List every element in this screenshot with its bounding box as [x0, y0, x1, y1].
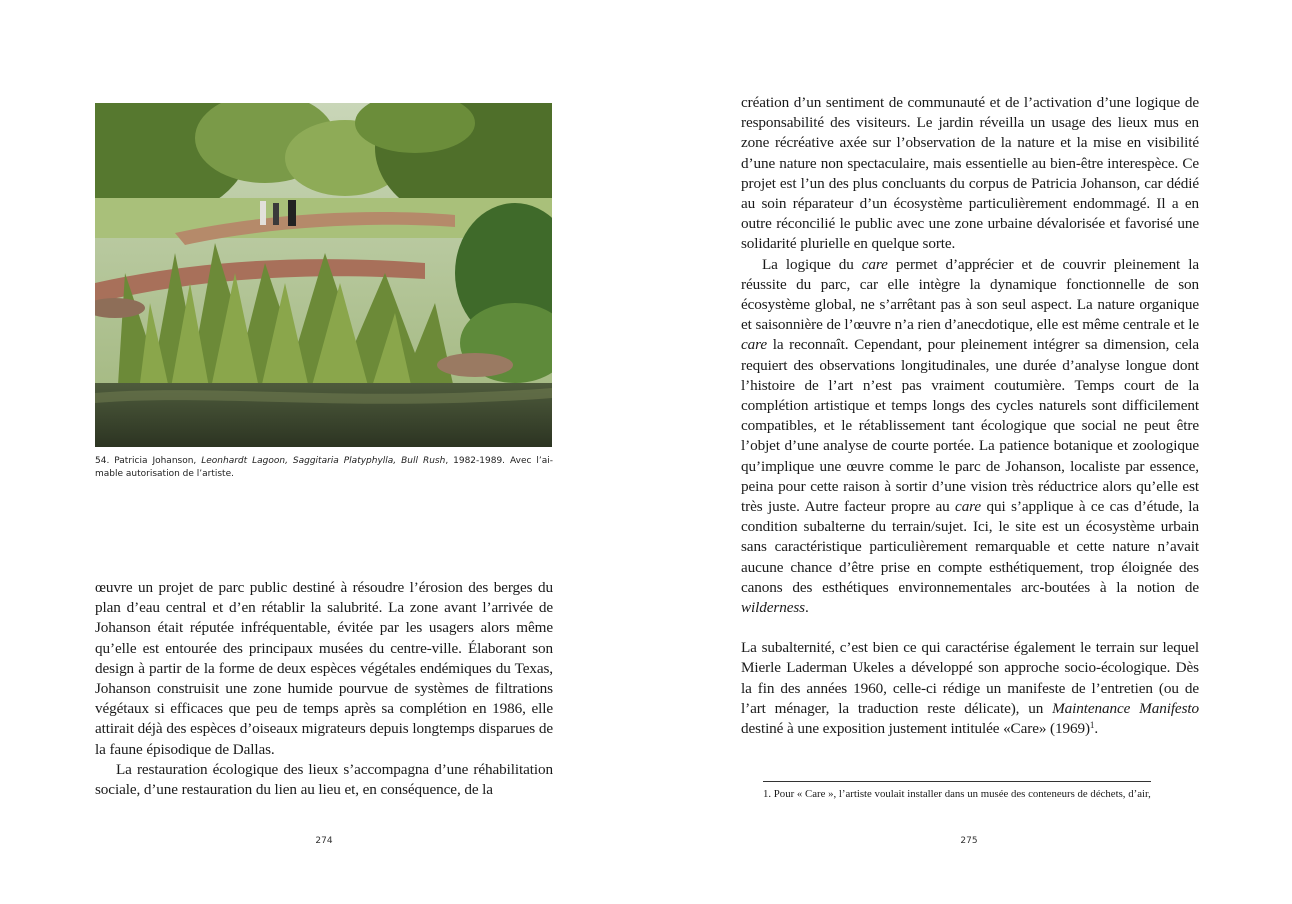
- text-run: la reconnaît. Cependant, pour pleinement intégrer sa dimension, cela requiert des observations longitudinales, une durée d’analyse longue dont l’histoire de l’art n’est pas vraiment coutumière. Temps court de la complétion artistique et temps longs des cycles naturels sont difficilement compatibles, et le rétablissement tant écologique que social ne peut être l’objet d’une analyse de courte portée. La patience botanique et zoologique qu’implique une œuvre comme le parc de Johanson, localiste par essence, peina pour cette raison à sortir d’une vision très réductrice alors qu’elle est très juste. Autre facteur propre au: [741, 336, 1199, 516]
- caption-rest: , 1982-1989. Avec l’ai-mable autorisation de l’artiste.: [95, 456, 554, 479]
- emphasis: wilderness: [741, 599, 805, 617]
- footnote: 1. Pour « Care », l’artiste voulait installer dans un musée des conteneurs de déchets, d’air,: [763, 788, 1151, 800]
- left-body-text: [95, 578, 553, 800]
- text-run: .: [1094, 720, 1099, 738]
- text-run: permet d’apprécier et de couvrir pleinement la réussite du parc, car elle intègre la dynamique fonctionnelle de son écosystème global, ne s’arrêtant pas à son seul aspect. La nature organique et saisonnière de l’œuvre n’a rien d’anecdotique, elle est même centrale et le: [741, 255, 1199, 334]
- emphasis: care: [861, 255, 888, 273]
- right-page: [646, 0, 1292, 904]
- text-run: La logique du: [762, 255, 862, 273]
- right-body-text: [741, 93, 1199, 739]
- text-run: La subalternité, c’est bien ce qui caractérise également le terrain sur lequel Mierle Laderman Ukeles a développé son approche socio-écologique. Dès la fin des années 1960, celle-ci rédige un manifeste de l’entretien (ou de l’art ménager, la traduction reste délicate), un: [741, 639, 1199, 717]
- page-number: 275: [960, 836, 978, 846]
- paragraph: [741, 638, 1199, 739]
- paragraph: [741, 255, 1199, 619]
- text-run: destiné à une exposition justement intitulée «Care» (1969): [741, 720, 1090, 738]
- figure-photo-lagoon: [95, 103, 552, 447]
- footnote-rule: [763, 781, 1151, 782]
- page-number: 274: [315, 836, 333, 846]
- paragraph: La restauration écologique des lieux s’accompagna d’une réhabilitation sociale, d’une restauration du lien au lieu et, en conséquence, de la: [95, 760, 553, 799]
- emphasis: Maintenance Manifesto: [1052, 699, 1200, 717]
- text-run: .: [804, 599, 809, 617]
- text-run: qui s’applique à ce cas d’étude, la condition subalterne du terrain/sujet. Ici, le site est un écosystème urbain sans caractéristique particulièrement remarquable et cette nature n’avait aucune chance d’être prise en compte esthétiquement, trop éloignée des canons des esthétiques environnementales arc-boutées à la notion de: [741, 498, 1199, 596]
- paragraph: œuvre un projet de parc public destiné à résoudre l’érosion des berges du plan d’eau central et d’en rétablir la salubrité. La zone avant l’arrivée de Johanson était réputée infréquentable, évitée par les usagers alors même qu’elle est entourée des principaux musées du centre-ville. Élaborant son design à partir de la forme de deux espèces végétales endémiques du Texas, Johanson construisit une zone humide pourvue de systèmes de filtrations végétaux si efficaces que peu de temps après sa complétion en 1986, elle attirait déjà des espèces d’oiseaux migrateurs depuis longtemps disparues de la faune épisodique de Dallas.: [95, 579, 553, 758]
- paragraph: création d’un sentiment de communauté et de l’activation d’une logique de responsabilité des visiteurs. Le jardin réveilla un usage des lieux mus en zone récréative axée sur l’observation de la nature et la mise en visibilité d’une nature non spectaculaire, mais essentielle au bien-être interespèce. Ce projet est l’un des plus concluants du corpus de Patricia Johanson, car dédié au soin réparateur d’un écosystème particulièrement endommagé. Il a en outre réconcilié le public avec une zone urbaine dévalorisée et favorisé une solidarité plurielle en quelque sorte.: [741, 94, 1199, 253]
- footnote-ref[interactable]: 1: [1089, 720, 1095, 731]
- figure-caption: [95, 455, 553, 480]
- caption-title: Leonhardt Lagoon, Saggitaria Platyphylla, Bull Rush: [201, 456, 446, 466]
- emphasis: care: [955, 498, 982, 516]
- caption-number: 54. Patricia Johanson,: [95, 456, 202, 466]
- emphasis: care: [741, 336, 768, 354]
